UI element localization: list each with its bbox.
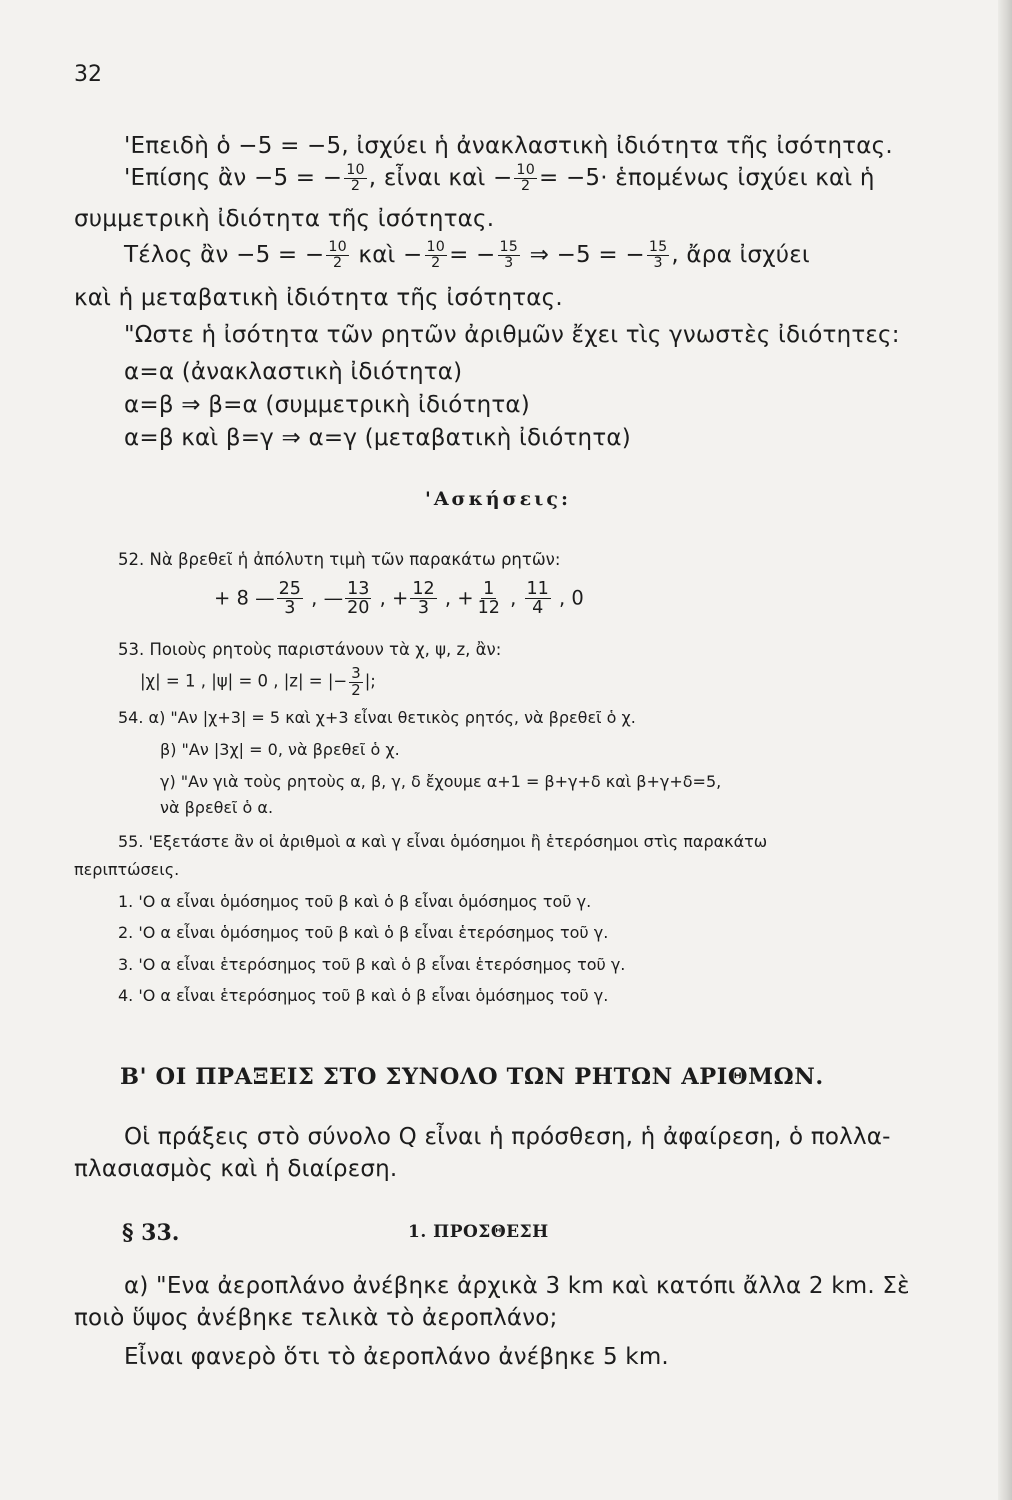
- property-reflexive: α=α (ἀνακλαστικὴ ἰδιότητα): [124, 359, 463, 385]
- text-line: α) "Ενα ἀεροπλάνο ἀνέβηκε ἀρχικὰ 3 km καὶ κατόπι ἄλλα 2 km. Σὲ: [124, 1273, 910, 1299]
- case-item: 2. 'Ο α εἶναι ὁμόσημος τοῦ β καὶ ὁ β εἶναι ἑτερόσημος τοῦ γ.: [118, 923, 609, 942]
- text-line: ποιὸ ὕψος ἀνέβηκε τελικὰ τὸ ἀεροπλάνο;: [74, 1305, 558, 1331]
- fraction: $\frac{25}{3}$: [278, 579, 301, 619]
- exercises-heading: 'Ασκήσεις:: [425, 488, 571, 510]
- property-transitive: α=β καὶ β=γ ⇒ α=γ (μεταβατικὴ ἰδιότητα): [124, 425, 631, 451]
- text-line: Εἶναι φανερὸ ὅτι τὸ ἀεροπλάνο ἀνέβηκε 5 km.: [124, 1344, 669, 1370]
- fraction: $\frac{10}{2}$: [426, 239, 446, 271]
- addition-heading: 1. ΠΡΟΣΘΕΣΗ: [408, 1222, 549, 1242]
- fraction: $\frac{1}{12}$: [477, 579, 500, 619]
- text-line: πλασιασμὸς καὶ ἡ διαίρεση.: [74, 1156, 398, 1182]
- fraction: $\frac{10}{2}$: [328, 239, 347, 271]
- exercise-52: 52. Νὰ βρεθεῖ ἡ ἀπόλυτη τιμὴ τῶν παρακάτω ρητῶν:: [118, 550, 561, 569]
- text-line: "Ωστε ἡ ἰσότητα τῶν ρητῶν ἀριθμῶν ἔχει τὶς γνωστὲς ἰδιότητες:: [124, 322, 900, 348]
- fraction: $\frac{11}{4}$: [526, 579, 549, 619]
- fraction: $\frac{3}{2}$: [351, 664, 361, 699]
- exercise-54b: β) "Αν |3χ| = 0, νὰ βρεθεῖ ὁ χ.: [160, 740, 400, 759]
- fraction: $\frac{15}{3}$: [648, 239, 668, 271]
- property-symmetric: α=β ⇒ β=α (συμμετρικὴ ἰδιότητα): [124, 392, 530, 418]
- fraction: $\frac{10}{2}$: [516, 162, 535, 194]
- exercise-54c: γ) "Αν γιὰ τοὺς ρητοὺς α, β, γ, δ ἔχουμε α+1 = β+γ+δ καὶ β+γ+δ=5,: [160, 772, 722, 791]
- exercise-54c-cont: νὰ βρεθεῖ ὁ α.: [160, 798, 274, 817]
- case-item: 4. 'Ο α εἶναι ἑτερόσημος τοῦ β καὶ ὁ β εἶναι ὁμόσημος τοῦ γ.: [118, 986, 609, 1005]
- case-item: 3. 'Ο α εἶναι ἑτερόσημος τοῦ β καὶ ὁ β εἶναι ἑτερόσημος τοῦ γ.: [118, 955, 626, 974]
- text-line: 'Επίσης ἂν −5 = − $\frac{10}{2}$ , εἶναι καὶ − $\frac{10}{2}$ = −5· ἑπομένως ἰσχύει καὶ ἡ: [124, 162, 875, 194]
- text-line: Τέλος ἂν −5 = − $\frac{10}{2}$ καὶ − $\frac{10}{2}$ = − $\frac{15}{3}$ ⇒ −5 = − $\frac{15}{3}$ , ἄρα ἰσχύει: [124, 239, 810, 271]
- text-line: Οἱ πράξεις στὸ σύνολο Q εἶναι ἡ πρόσθεση, ἡ ἀφαίρεση, ὁ πολλα-: [124, 1124, 891, 1150]
- section-33-label: § 33.: [122, 1220, 180, 1246]
- page-edge-shadow: [998, 0, 1012, 1500]
- exercise-55-cont: περιπτώσεις.: [74, 860, 180, 879]
- exercise-55: 55. 'Εξετάστε ἂν οἱ ἀριθμοὶ α καὶ γ εἶναι ὁμόσημοι ἢ ἑτερόσημοι στὶς παρακάτω: [118, 832, 768, 851]
- exercise-52-items: + 8 — $\frac{25}{3}$ , — $\frac{13}{20}$ , + $\frac{12}{3}$ , + $\frac{1}{12}$ , $\frac{11}{4}$ , 0: [214, 579, 584, 619]
- fraction: $\frac{10}{2}$: [346, 162, 365, 194]
- case-item: 1. 'Ο α εἶναι ὁμόσημος τοῦ β καὶ ὁ β εἶναι ὁμόσημος τοῦ γ.: [118, 892, 592, 911]
- fraction: $\frac{15}{3}$: [499, 239, 519, 271]
- text-line: 'Επειδὴ ὁ −5 = −5, ἰσχύει ἡ ἀνακλαστικὴ ἰδιότητα τῆς ἰσότητας.: [124, 133, 893, 159]
- section-title: Β' ΟΙ ΠΡΑΞΕΙΣ ΣΤΟ ΣΥΝΟΛΟ ΤΩΝ ΡΗΤΩΝ ΑΡΙΘΜΩΝ.: [120, 1064, 824, 1090]
- fraction: $\frac{12}{3}$: [412, 579, 435, 619]
- fraction: $\frac{13}{20}$: [347, 579, 370, 619]
- page-number: 32: [74, 62, 102, 87]
- exercise-54a: 54. α) "Αν |χ+3| = 5 καὶ χ+3 εἶναι θετικὸς ρητός, νὰ βρεθεῖ ὁ χ.: [118, 708, 636, 727]
- exercise-53-equations: |χ| = 1 , |ψ| = 0 , |z| = |− $\frac{3}{2}$ |;: [140, 664, 376, 699]
- exercise-53: 53. Ποιοὺς ρητοὺς παριστάνουν τὰ χ, ψ, z, ἂν:: [118, 640, 502, 659]
- text-line: καὶ ἡ μεταβατικὴ ἰδιότητα τῆς ἰσότητας.: [74, 285, 563, 311]
- text-line: συμμετρικὴ ἰδιότητα τῆς ἰσότητας.: [74, 206, 495, 232]
